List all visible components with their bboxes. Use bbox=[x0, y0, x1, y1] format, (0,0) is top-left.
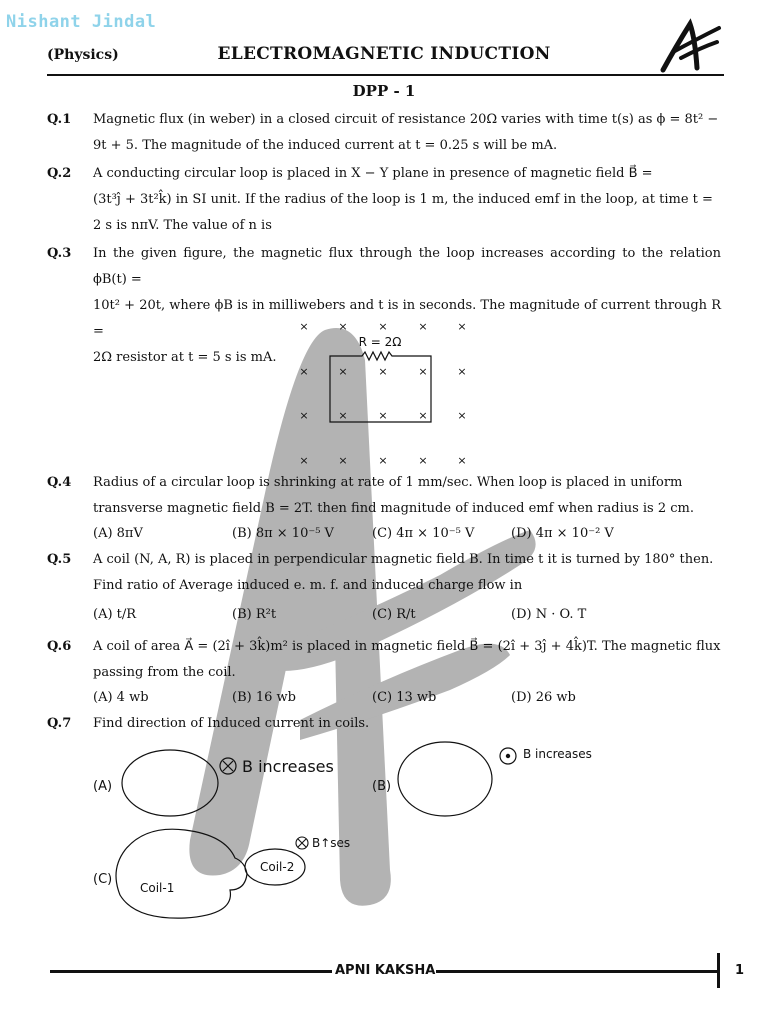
coil-b bbox=[398, 742, 492, 816]
figure-a-field: B increases bbox=[242, 757, 334, 776]
header-divider bbox=[47, 74, 724, 76]
cross-mark: × bbox=[418, 454, 428, 467]
question-text: A coil of area A⃗ = (2î + 3k̂)m² is placed in magnetic field B⃗ = (2î + 3ĵ + 4k̂)T. The magnetic flux passing from the coil. bbox=[93, 639, 721, 680]
question-text: A conducting circular loop is placed in X − Y plane in presence of magnetic field B⃗ = (3t³ĵ + 3t²k̂) in SI unit. If the radius of the loop is 1 m, the induced emf in the loop, at time t = 2 s is nπV. The value of n is bbox=[93, 166, 713, 233]
cross-mark: × bbox=[418, 365, 428, 378]
cross-mark: × bbox=[457, 409, 467, 422]
option-c[interactable]: (C) R/t bbox=[372, 607, 416, 622]
footer-brand: APNI KAKSHA bbox=[335, 963, 436, 978]
resistor-label: R = 2Ω bbox=[358, 335, 402, 349]
figure-c-label: (C) bbox=[93, 872, 113, 887]
figure-a-label: (A) bbox=[93, 779, 113, 794]
author-watermark: Nishant Jindal bbox=[6, 12, 157, 32]
cross-mark: × bbox=[457, 365, 467, 378]
option-b[interactable]: (B) R²t bbox=[232, 607, 277, 622]
question-number: Q.7 bbox=[47, 716, 72, 731]
cross-mark: × bbox=[457, 320, 467, 333]
dpp-label: DPP - 1 bbox=[352, 82, 416, 100]
option-b[interactable]: (B) 16 wb bbox=[232, 690, 296, 705]
option-d[interactable]: (D) 4π × 10⁻² V bbox=[511, 526, 614, 541]
q3-figure bbox=[290, 318, 480, 468]
option-b[interactable]: (B) 8π × 10⁻⁵ V bbox=[232, 526, 334, 541]
into-page-icon bbox=[223, 761, 233, 771]
option-a[interactable]: (A) t/R bbox=[93, 607, 137, 622]
into-page-icon bbox=[298, 839, 306, 847]
subject-label: (Physics) bbox=[47, 47, 119, 63]
question-text: Find direction of Induced current in coils. bbox=[93, 716, 370, 731]
question-text: A coil (N, A, R) is placed in perpendicular magnetic field B. In time t it is turned by 180° then. Find ratio of Average induced e. m. f. and induced charge flow in bbox=[93, 552, 714, 593]
question-text: Radius of a circular loop is shrinking at rate of 1 mm/sec. When loop is placed in uniform transverse magnetic field B = 2T. then find magnitude of induced emf when radius is 2 cm. bbox=[93, 475, 695, 516]
option-a[interactable]: (A) 8πV bbox=[93, 526, 143, 541]
footer-divider bbox=[717, 953, 720, 988]
cross-mark: × bbox=[299, 365, 309, 378]
cross-mark: × bbox=[299, 454, 309, 467]
option-d[interactable]: (D) N · O. T bbox=[511, 607, 587, 622]
cross-mark: × bbox=[378, 365, 388, 378]
figure-c-field: B↑ses bbox=[312, 836, 351, 850]
page-number: 1 bbox=[735, 963, 745, 978]
question-number: Q.5 bbox=[47, 552, 72, 567]
question-number: Q.1 bbox=[47, 112, 72, 127]
figure-b-label: (B) bbox=[372, 779, 392, 794]
cross-mark: × bbox=[338, 409, 348, 422]
coil-a bbox=[122, 750, 218, 816]
q7-figures bbox=[85, 740, 592, 930]
cross-mark: × bbox=[418, 320, 428, 333]
option-c[interactable]: (C) 13 wb bbox=[372, 690, 437, 705]
option-a[interactable]: (A) 4 wb bbox=[93, 690, 149, 705]
cross-mark: × bbox=[378, 409, 388, 422]
cross-mark: × bbox=[418, 409, 428, 422]
option-c[interactable]: (C) 4π × 10⁻⁵ V bbox=[372, 526, 475, 541]
option-d[interactable]: (D) 26 wb bbox=[511, 690, 576, 705]
cross-mark: × bbox=[338, 365, 348, 378]
coil-2-label: Coil-2 bbox=[260, 860, 295, 874]
cross-mark: × bbox=[299, 409, 309, 422]
coil-1 bbox=[116, 829, 247, 918]
footer-line-right bbox=[436, 970, 718, 973]
page-title: ELECTROMAGNETIC INDUCTION bbox=[217, 44, 551, 64]
figure-b-field: B increases bbox=[523, 747, 592, 761]
cross-mark: × bbox=[338, 454, 348, 467]
cross-mark: × bbox=[378, 320, 388, 333]
question-number: Q.4 bbox=[47, 475, 72, 490]
cross-mark: × bbox=[378, 454, 388, 467]
cross-mark: × bbox=[299, 320, 309, 333]
question-number: Q.2 bbox=[47, 166, 72, 181]
question-text: In the given figure, the magnetic flux through the loop increases according to the relation ϕB(t) = 10t² + 20t, where ϕB is in milliwebers and t is in seconds. The magnitude of current through R = 2Ω resistor at t = 5 s is mA. bbox=[93, 246, 721, 365]
question-text: Magnetic flux (in weber) in a closed circuit of resistance 20Ω varies with time t(s) as ϕ = 8t² − 9t + 5. The magnitude of the induced current at t = 0.25 s will be mA. bbox=[93, 112, 719, 153]
footer-line-left bbox=[50, 970, 332, 973]
cross-mark: × bbox=[457, 454, 467, 467]
cross-mark: × bbox=[338, 320, 348, 333]
question-number: Q.3 bbox=[47, 246, 72, 261]
coil-1-label: Coil-1 bbox=[140, 881, 175, 895]
question-number: Q.6 bbox=[47, 639, 72, 654]
out-of-page-icon bbox=[506, 754, 510, 758]
